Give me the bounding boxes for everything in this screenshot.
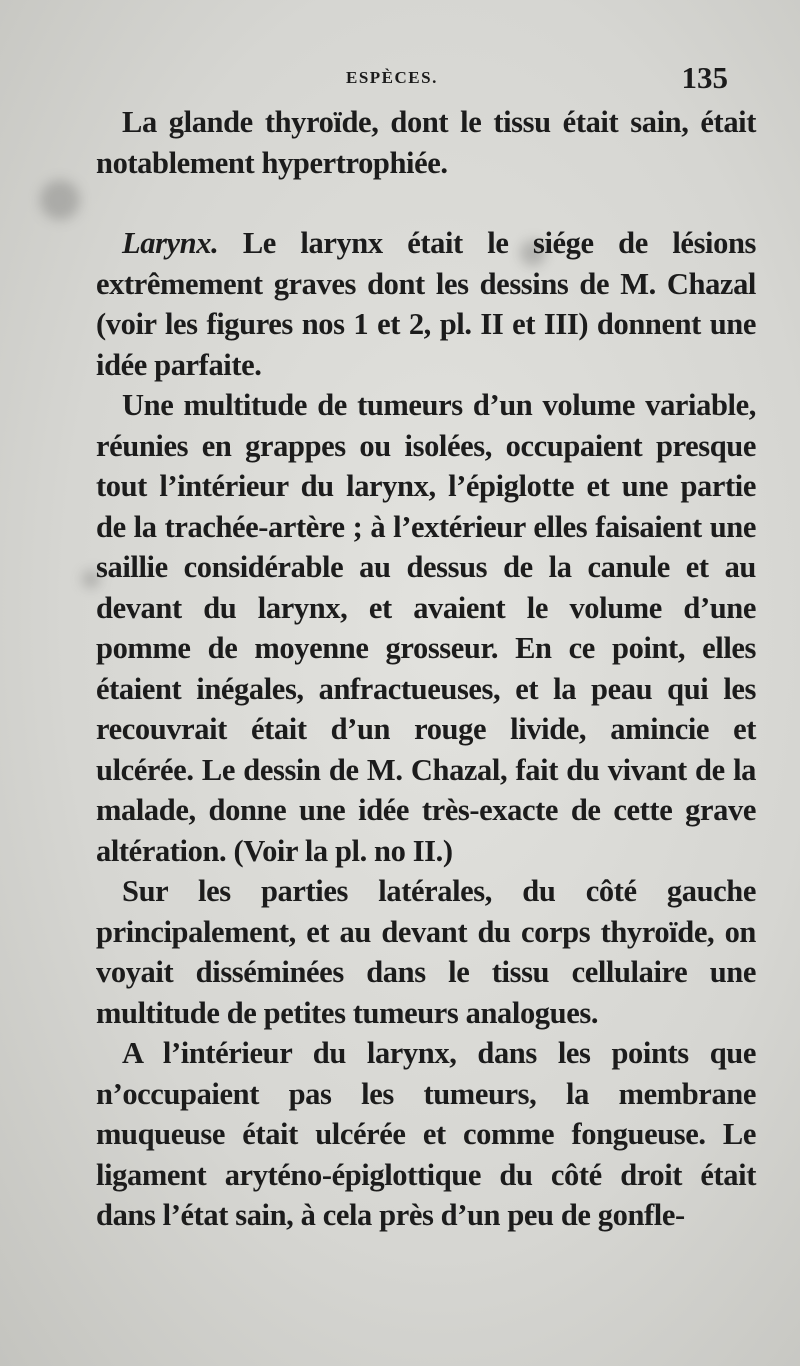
paragraph-interior: A l’intérieur du larynx, dans les points que n’occupaient pas les tumeurs, la membrane muqueuse était ulcérée et comme fongueuse. Le ligament aryténo-épiglottique du côté droit était dans l’état sain, à cela près d’un peu de gonfle- bbox=[96, 1036, 756, 1232]
paragraph-thyroid: La glande thyroïde, dont le tissu était sain, était notablement hypertrophiée. bbox=[96, 105, 756, 180]
paragraph-lateral: Sur les parties latérales, du côté gauche principalement, et au devant du corps thyroïde, on voyait disséminées dans le tissu cellulaire une multitude de petites tumeurs analogues. bbox=[96, 874, 756, 1030]
running-head bbox=[0, 60, 800, 95]
paragraph-tumors: Une multitude de tumeurs d’un volume variable, réunies en grappes ou isolées, occupaient presque tout l’intérieur du larynx, l’épiglotte et une partie de la trachée-artère ; à l’extérieur elles faisaient une saillie considérable au dessus de la canule et au devant du larynx, et avaient le volume d’une pomme de moyenne grosseur. En ce point, elles étaient inégales, anfractueuses, et la peau qui les recouvrait était d’un rouge livide, amincie et ulcérée. Le dessin de M. Chazal, fait du vivant de la malade, donne une idée très-exacte de cette grave altération. (Voir la pl. no II.) bbox=[96, 388, 756, 868]
page-number: 135 bbox=[681, 60, 728, 95]
ink-smudge bbox=[40, 180, 80, 220]
section-title: ESPÈCES. bbox=[346, 68, 438, 87]
paragraph-lead: Larynx. bbox=[122, 226, 219, 260]
page-body bbox=[96, 102, 756, 1236]
paragraph-larynx bbox=[96, 223, 756, 385]
paragraph-larynx-text: Le larynx était le siége de lésions extrêmement graves dont les dessins de M. Chazal (voir les figures nos 1 et 2, pl. II et III) donnent une idée parfaite. bbox=[96, 226, 756, 382]
